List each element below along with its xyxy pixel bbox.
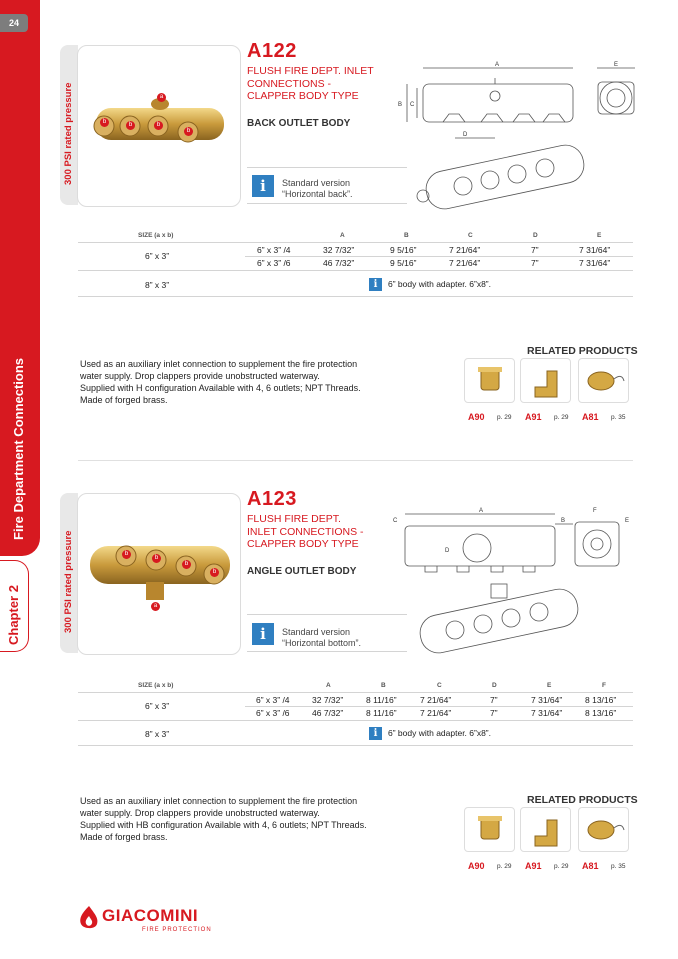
info-line: “Horizontal bottom”. [282, 638, 362, 648]
page-number: 24 [0, 14, 28, 32]
table-cell: 9 5/16” [390, 245, 417, 255]
technical-drawing [395, 58, 645, 238]
table-header: B [404, 232, 409, 239]
table-rule [78, 720, 633, 721]
psi-label: 300 PSI rated pressure [63, 82, 74, 185]
table-header: D [492, 682, 497, 689]
related-page: p. 29 [497, 414, 512, 421]
drawing-label: C [393, 518, 398, 524]
section-divider [78, 460, 633, 461]
coupling-icon [465, 808, 514, 851]
flame-icon [78, 905, 100, 931]
related-code[interactable]: A91 [525, 412, 542, 422]
info-icon: i [252, 623, 274, 645]
table-cell: 7” [490, 708, 498, 718]
size-note: 6” body with adapter. 6”x8”. [388, 279, 492, 289]
table-cell: 9 5/16” [390, 258, 417, 268]
description-line: Used as an auxiliary inlet connection to supplement the fire protection [80, 359, 358, 369]
info-text [282, 627, 361, 649]
table-header: SIZE (a x b) [138, 232, 174, 239]
drawing-label: B [398, 102, 403, 108]
divider [247, 651, 407, 652]
related-code[interactable]: A90 [468, 412, 485, 422]
photo-marker-b: b [152, 554, 161, 563]
info-text [282, 178, 353, 200]
coupling-icon [465, 359, 514, 402]
table-cell: 6” x 3” /6 [257, 258, 291, 268]
drawing-label: E [614, 62, 619, 68]
drawing-label: C [410, 102, 415, 108]
table-cell: 8 11/16” [366, 695, 397, 705]
related-page: p. 29 [497, 863, 512, 870]
size-group: 6” x 3” [145, 701, 170, 711]
table-cell: 8 13/16” [585, 708, 617, 718]
table-cell: 32 7/32” [312, 695, 344, 705]
size-group: 8” x 3” [145, 729, 170, 739]
description-line: Made of forged brass. [80, 832, 168, 842]
table-header: D [533, 232, 538, 239]
logo-subtitle: FIRE PROTECTION [142, 927, 212, 933]
related-products-title: RELATED PRODUCTS [527, 794, 638, 806]
size-note: 6” body with adapter. 6”x8”. [388, 728, 492, 738]
photo-marker-b: b [210, 568, 219, 577]
table-header: A [326, 682, 331, 689]
table-cell: 7” [490, 695, 498, 705]
product-subtitle [247, 513, 397, 551]
logo-wordmark: GIACOMINI [102, 906, 199, 925]
table-cell: 6” x 3” /4 [256, 695, 290, 705]
product-description [80, 358, 400, 406]
photo-marker-a: a [151, 602, 160, 611]
related-product-card[interactable] [464, 358, 515, 403]
product-photo-box [77, 45, 241, 207]
elbow-icon [521, 359, 570, 402]
description-line: Used as an auxiliary inlet connection to supplement the fire protection [80, 796, 358, 806]
table-rule [78, 270, 633, 271]
table-rule [78, 242, 633, 243]
table-rule [78, 745, 633, 746]
photo-marker-b: b [122, 550, 131, 559]
drawing-label: A [479, 508, 484, 514]
related-page: p. 29 [554, 414, 569, 421]
sidebar [0, 0, 40, 959]
table-cell: 7 21/64” [449, 258, 481, 268]
cap-icon [579, 808, 628, 851]
table-header: SIZE (a x b) [138, 682, 174, 689]
cap-icon [579, 359, 628, 402]
description-line: Supplied with H configuration Available with 4, 6 outlets; NPT Threads. [80, 383, 361, 393]
info-line: Standard version [282, 178, 351, 188]
drawing-label: D [463, 132, 468, 138]
divider [247, 614, 407, 615]
description-line: water supply. Drop clappers provide unobstructed waterway. [80, 371, 320, 381]
related-code[interactable]: A91 [525, 861, 542, 871]
size-group: 6” x 3” [145, 251, 170, 261]
info-icon: i [252, 175, 274, 197]
table-cell: 7 31/64” [579, 258, 611, 268]
table-cell: 7 21/64” [420, 708, 452, 718]
info-line: Standard version [282, 627, 351, 637]
related-product-card[interactable] [520, 358, 571, 403]
divider [247, 203, 407, 204]
elbow-icon [521, 808, 570, 851]
divider [247, 167, 407, 168]
table-cell: 7” [531, 245, 539, 255]
drawing-label: B [561, 518, 566, 524]
table-cell: 7 31/64” [579, 245, 611, 255]
size-group: 8” x 3” [145, 280, 170, 290]
related-product-card[interactable] [464, 807, 515, 852]
table-cell: 6” x 3” /6 [256, 708, 290, 718]
technical-drawing [395, 504, 645, 664]
related-page: p. 29 [554, 863, 569, 870]
photo-marker-a: a [157, 93, 166, 102]
section-title: Fire Department Connections [11, 357, 26, 540]
model-code: A122 [247, 40, 297, 62]
table-cell: 7 31/64” [531, 708, 563, 718]
table-header: F [602, 682, 606, 689]
subtitle-line: CONNECTIONS - [247, 77, 331, 90]
subtitle-line: FLUSH FIRE DEPT. INLET [247, 65, 374, 77]
table-cell: 7 21/64” [449, 245, 481, 255]
table-rule [78, 692, 633, 693]
table-cell: 7 31/64” [531, 695, 563, 705]
info-icon: i [369, 278, 382, 291]
description-line: Made of forged brass. [80, 395, 168, 405]
product-subtitle [247, 65, 397, 103]
table-cell: 8 13/16” [585, 695, 617, 705]
subtitle-line: CLAPPER BODY TYPE [247, 90, 359, 102]
table-cell: 8 11/16” [366, 708, 397, 718]
table-header: C [468, 232, 473, 239]
table-rule [245, 256, 633, 257]
subtitle-line: FLUSH FIRE DEPT. [247, 513, 341, 525]
related-code[interactable]: A90 [468, 861, 485, 871]
table-rule [245, 706, 633, 707]
table-cell: 7” [531, 258, 539, 268]
product-description [80, 795, 400, 843]
drawing-label: F [593, 508, 597, 514]
chapter-label: Chapter 2 [6, 585, 21, 645]
photo-marker-b: b [184, 127, 193, 136]
table-cell: 46 7/32” [312, 708, 344, 718]
table-rule [78, 296, 633, 297]
psi-label: 300 PSI rated pressure [63, 530, 74, 633]
related-code[interactable]: A81 [582, 861, 599, 871]
table-cell: 32 7/32” [323, 245, 355, 255]
related-product-card[interactable] [520, 807, 571, 852]
photo-marker-b: b [126, 121, 135, 130]
description-line: Supplied with HB configuration Available with 4, 6 outlets; NPT Threads. [80, 820, 367, 830]
related-page: p. 35 [611, 414, 626, 421]
related-product-card[interactable] [578, 358, 629, 403]
related-page: p. 35 [611, 863, 626, 870]
outlet-type: ANGLE OUTLET BODY [247, 566, 357, 577]
related-product-card[interactable] [578, 807, 629, 852]
photo-marker-b: b [154, 121, 163, 130]
table-cell: 6” x 3” /4 [257, 245, 291, 255]
model-code: A123 [247, 488, 297, 510]
table-header: E [547, 682, 552, 689]
drawing-label: D [445, 548, 450, 554]
table-cell: 7 21/64” [420, 695, 452, 705]
table-header: B [381, 682, 386, 689]
photo-marker-b: b [182, 560, 191, 569]
table-header: A [340, 232, 345, 239]
description-line: water supply. Drop clappers provide unobstructed waterway. [80, 808, 320, 818]
product-photo-box [77, 493, 241, 655]
subtitle-line: INLET CONNECTIONS - [247, 525, 364, 538]
table-cell: 46 7/32” [323, 258, 355, 268]
info-line: “Horizontal back”. [282, 189, 353, 199]
subtitle-line: CLAPPER BODY TYPE [247, 538, 359, 550]
table-header: E [597, 232, 602, 239]
drawing-label: E [625, 518, 630, 524]
related-code[interactable]: A81 [582, 412, 599, 422]
photo-marker-b: b [100, 118, 109, 127]
drawing-label: A [495, 62, 500, 68]
related-products-title: RELATED PRODUCTS [527, 345, 638, 357]
table-header: C [437, 682, 442, 689]
outlet-type: BACK OUTLET BODY [247, 118, 351, 129]
info-icon: i [369, 727, 382, 740]
